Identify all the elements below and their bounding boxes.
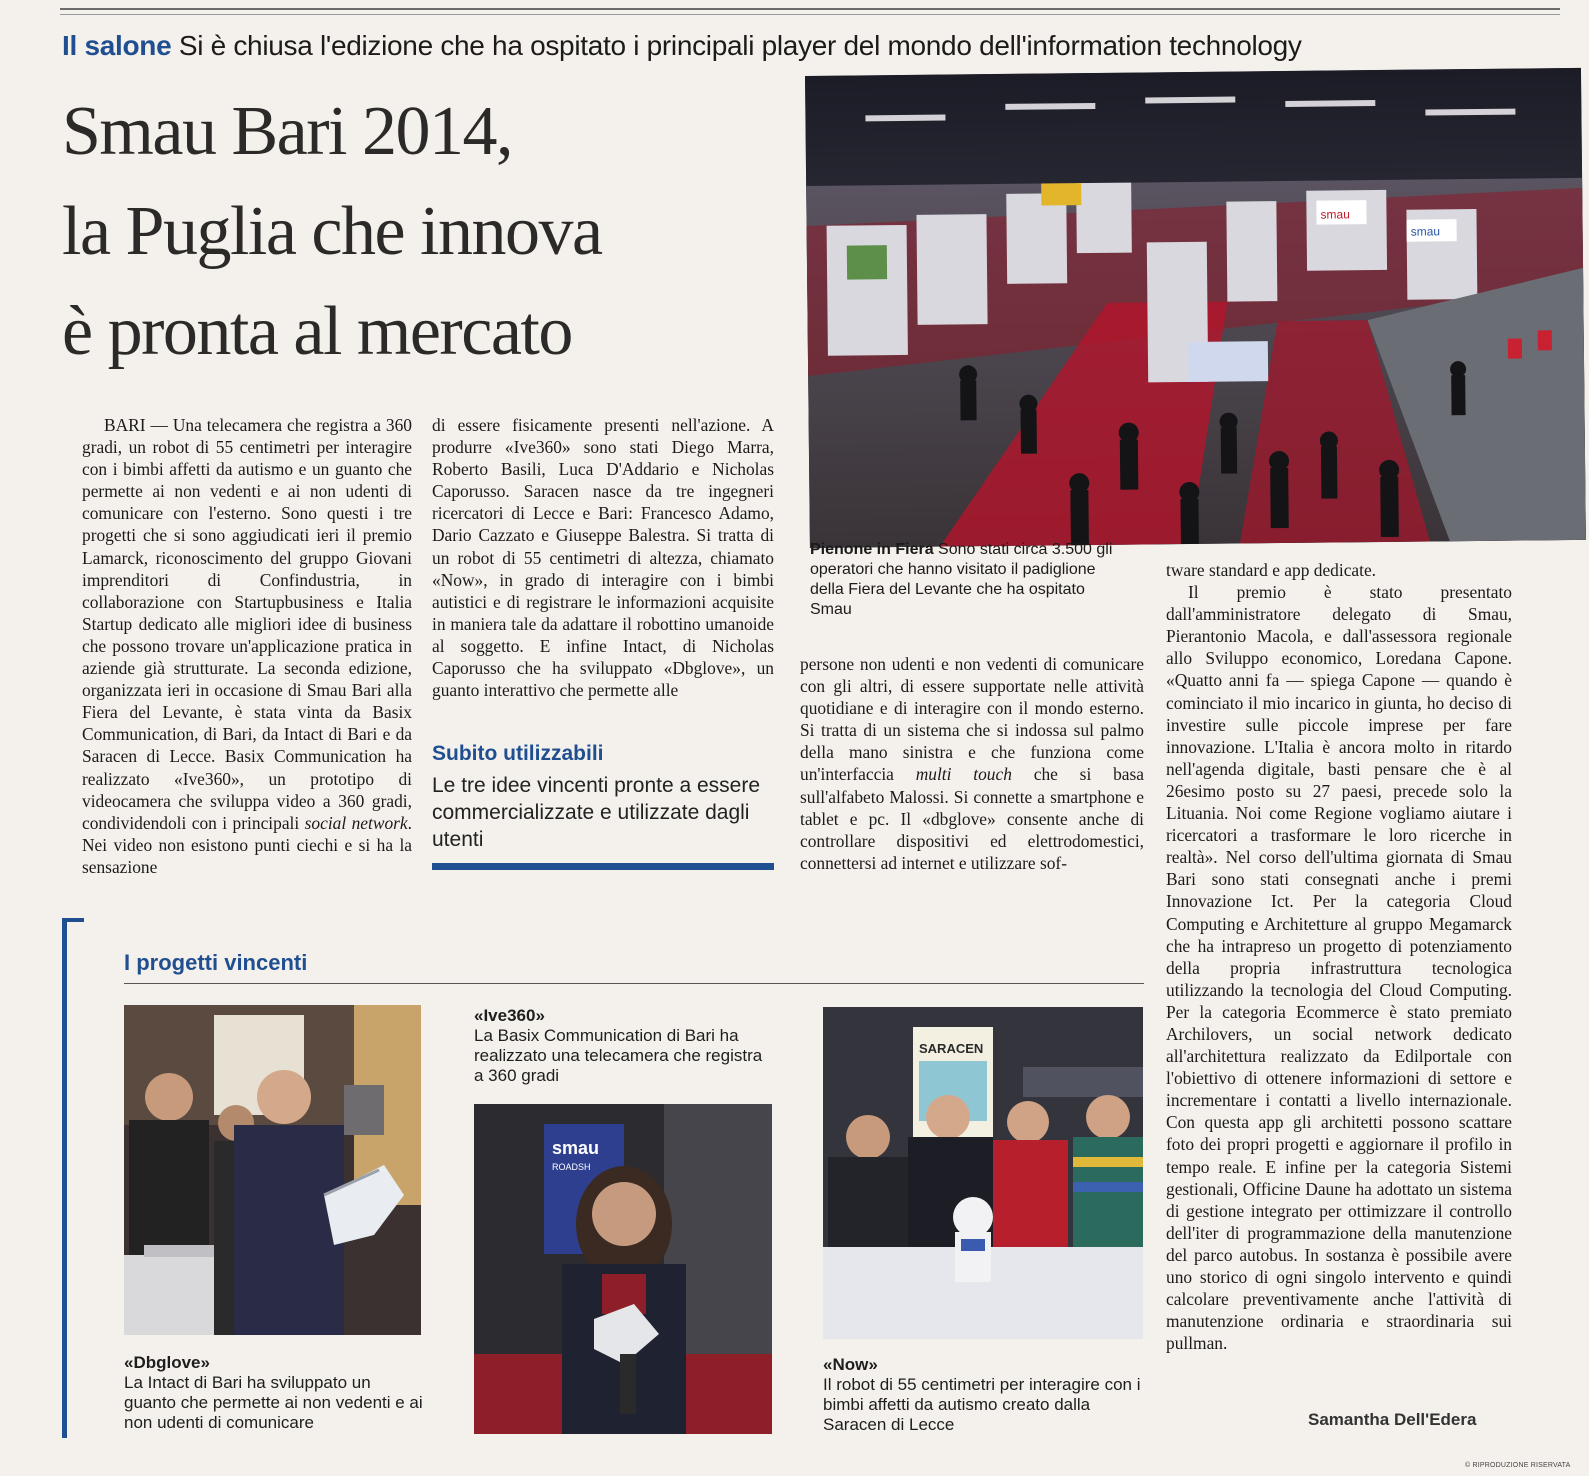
caption-now-text: Il robot di 55 centimetri per interagire con i bimbi affetti da autismo creato dalla Saracen di Lecce [823,1375,1141,1434]
caption-dbglove-title: «Dbglove» [124,1353,210,1372]
headline-line-3: è pronta al mercato [62,293,572,370]
kicker-text: Si è chiusa l'edizione che ha ospitato i principali player del mondo dell'information technology [178,30,1302,61]
headline [62,82,792,382]
headline-line-1: Smau Bari 2014, [62,93,512,170]
col1-tail: . Nei video non esistono punti ciechi e si ha la sensazione [82,812,412,877]
top-rule-thin [60,14,1560,15]
sidebar-box [432,742,774,870]
article-column-2 [432,414,774,701]
photo-ive360-illustration [474,1104,772,1434]
article-column-1 [82,414,412,878]
kicker-label: Il salone [62,30,172,61]
caption-now [823,1355,1153,1435]
section-bracket-top [62,918,84,922]
main-photo-caption [810,540,1130,620]
photo2-banner-sub: ROADSH [552,1162,591,1172]
caption-dbglove-text: La Intact di Bari ha sviluppato un guanto che permette ai non vedenti e ai non udenti di comunicare [124,1373,423,1432]
main-caption-lead: Pienone in Fiera [810,541,934,558]
col4-paragraph-0: tware standard e app dedicate. [1166,560,1377,580]
col3-text: persone non udenti e non vedenti di comunicare con gli altri, di essere supportate nelle attività quotidiane e di interagire con il mondo esterno. Si tratta di un sistema che si indossa sul palmo della mano sinistra e che funziona come un'interfaccia [800,654,1144,785]
sidebar-text: Le tre idee vincenti pronte a essere commercializzate e utilizzate dagli utenti [432,774,761,851]
col3-paragraph [800,653,1144,874]
booth-sign-1: smau [1320,207,1350,222]
booth-sign-2: smau [1410,224,1441,239]
caption-ive360-text: La Basix Communication di Bari ha realizzato una telecamera che registra a 360 gradi [474,1026,763,1085]
section-bracket [62,918,67,1438]
caption-now-title: «Now» [823,1355,878,1374]
col1-text: BARI — Una telecamera che registra a 360 gradi, un robot di 55 centimetri per interagire con i bimbi affetti da autismo e un guanto che permette ai non vedenti e ai non udenti di comunicare con l'esterno. Sono questi i tre progetti che si sono aggiudicati ieri il premio Lamarck, riconoscimento del gruppo Giovani imprenditori di Confindustria, in collaborazione con Startupbusiness e Italia Startup dedicato alle migliori idee di business che possono trovare un'applicazione pratica in aziende già strutturate. La seconda edizione, organizzata ieri in occasione di Smau Bari alla Fiera del Levante, è stata vinta da Basix Communication, di Bari, da Intact di Bari e da Saracen di Lecce. Basix Communication ha realizzato «Ive360», un prototipo di videocamera che sviluppa video a 360 gradi, condividendoli con i principali [82,415,412,833]
photo2-banner: smau [552,1138,600,1158]
projects-rule [124,983,1144,984]
main-caption-text: Sono stati circa 3.500 gli operatori che hanno visitato il padiglione della Fiera del Levante che ha ospitato Smau [810,541,1113,618]
main-photo-fair-hall [805,68,1586,548]
caption-ive360-title: «Ive360» [474,1006,545,1025]
col1-paragraph [82,414,412,878]
photo-now [823,1007,1143,1339]
projects-section-title: I progetti vincenti [124,950,308,975]
col3-tail: che si basa sull'alfabeto Malossi. Si connette a smartphone e tablet e pc. Il «dbglove» consente anche di controllare dispositivi ed elettrodomestici, connettersi ad internet e utilizzare sof- [800,764,1144,873]
sidebar-title: Subito utilizzabili [432,742,604,765]
photo-dbglove [124,1005,421,1335]
col1-italic: social network [304,812,408,833]
caption-dbglove [124,1353,424,1433]
caption-ive360 [474,1006,774,1086]
top-rule [60,8,1560,10]
photo-ive360 [474,1104,772,1434]
photo3-sign: SARACEN [919,1041,984,1056]
kicker [62,30,1392,62]
byline: Samantha Dell'Edera [1308,1410,1477,1429]
col4-paragraph-1: Il premio è stato presentato dall'amministratore delegato di Smau, Pierantonio Macola, e dall'assessora regionale allo Sviluppo economico, Loredana Capone. «Quatto anni fa — spiega Capone — quando è cominciato il mio incarico in giunta, ho deciso di investire sulle piccole imprese per fare innovazione. L'Italia è ancora molto in ritardo nell'agenda digitale, basti pensare che è al 26esimo posto su 27 paesi, precede solo la Lituania. Noi come Regione vogliamo aiutare i ricercatori a trasformare le loro ricerche in realtà». Nel corso dell'ultima giornata di Smau Bari sono stati consegnati anche i premi Innovazione Ict. Per la categoria Cloud Computing e Architetture al gruppo Megamarck che ha intrapreso un progetto di potenziamento della propria infrastruttura tecnologica utilizzando la tecnologia del Cloud Computing. Per la categoria Ecommerce è stato premiato Archilovers, un social network dedicato all'architettura realizzato da Edilportale con l'obiettivo di ottenere informazioni di settore e incrementare i contatti a livello internazionale. Con questa app gli architetti possono scattare foto dei propri progetti e aggiornare il profilo in tempo reale. E infine per la categoria Sistemi gestionali, Officine Daune ha adottato un sistema di gestione integrato per ottimizzare il controllo dell'iter di programmazione della manutenzione del parco autobus. In sostanza è possibile avere uno storico di ogni singolo intervento e quindi calcolare preventivamente anche l'attività di manutenzione ordinaria e straordinaria sui pullman. [1166,582,1512,1354]
article-column-4 [1166,559,1512,1354]
main-photo-illustration [805,68,1586,548]
col3-italic: multi touch [915,764,1012,785]
headline-line-2: la Puglia che innova [62,193,602,270]
article-column-3 [800,653,1144,874]
copyright: © RIPRODUZIONE RISERVATA [1465,1462,1571,1469]
sidebar-bar [432,863,774,870]
col2-paragraph: di essere fisicamente presenti nell'azione. A produrre «Ive360» sono stati Diego Marra, Roberto Basili, Luca D'Addario e Nicholas Caporusso. Saracen nasce da tre ingegneri ricercatori di Lecce e Bari: Francesco Adamo, Dario Cazzato e Giuseppe Balestra. Si tratta di un robot di 55 centimetri di altezza, chiamato «Now», in grado di interagire con i bimbi autistici e di registrare le informazioni acquisite in maniera tale da adattare il robottino umanoide al soggetto. E infine Intact, di Nicholas Caporusso che ha sviluppato «Dbglove», un guanto interattivo che permette alle [432,415,774,701]
photo-now-illustration [823,1007,1143,1339]
photo-dbglove-illustration [124,1005,421,1335]
